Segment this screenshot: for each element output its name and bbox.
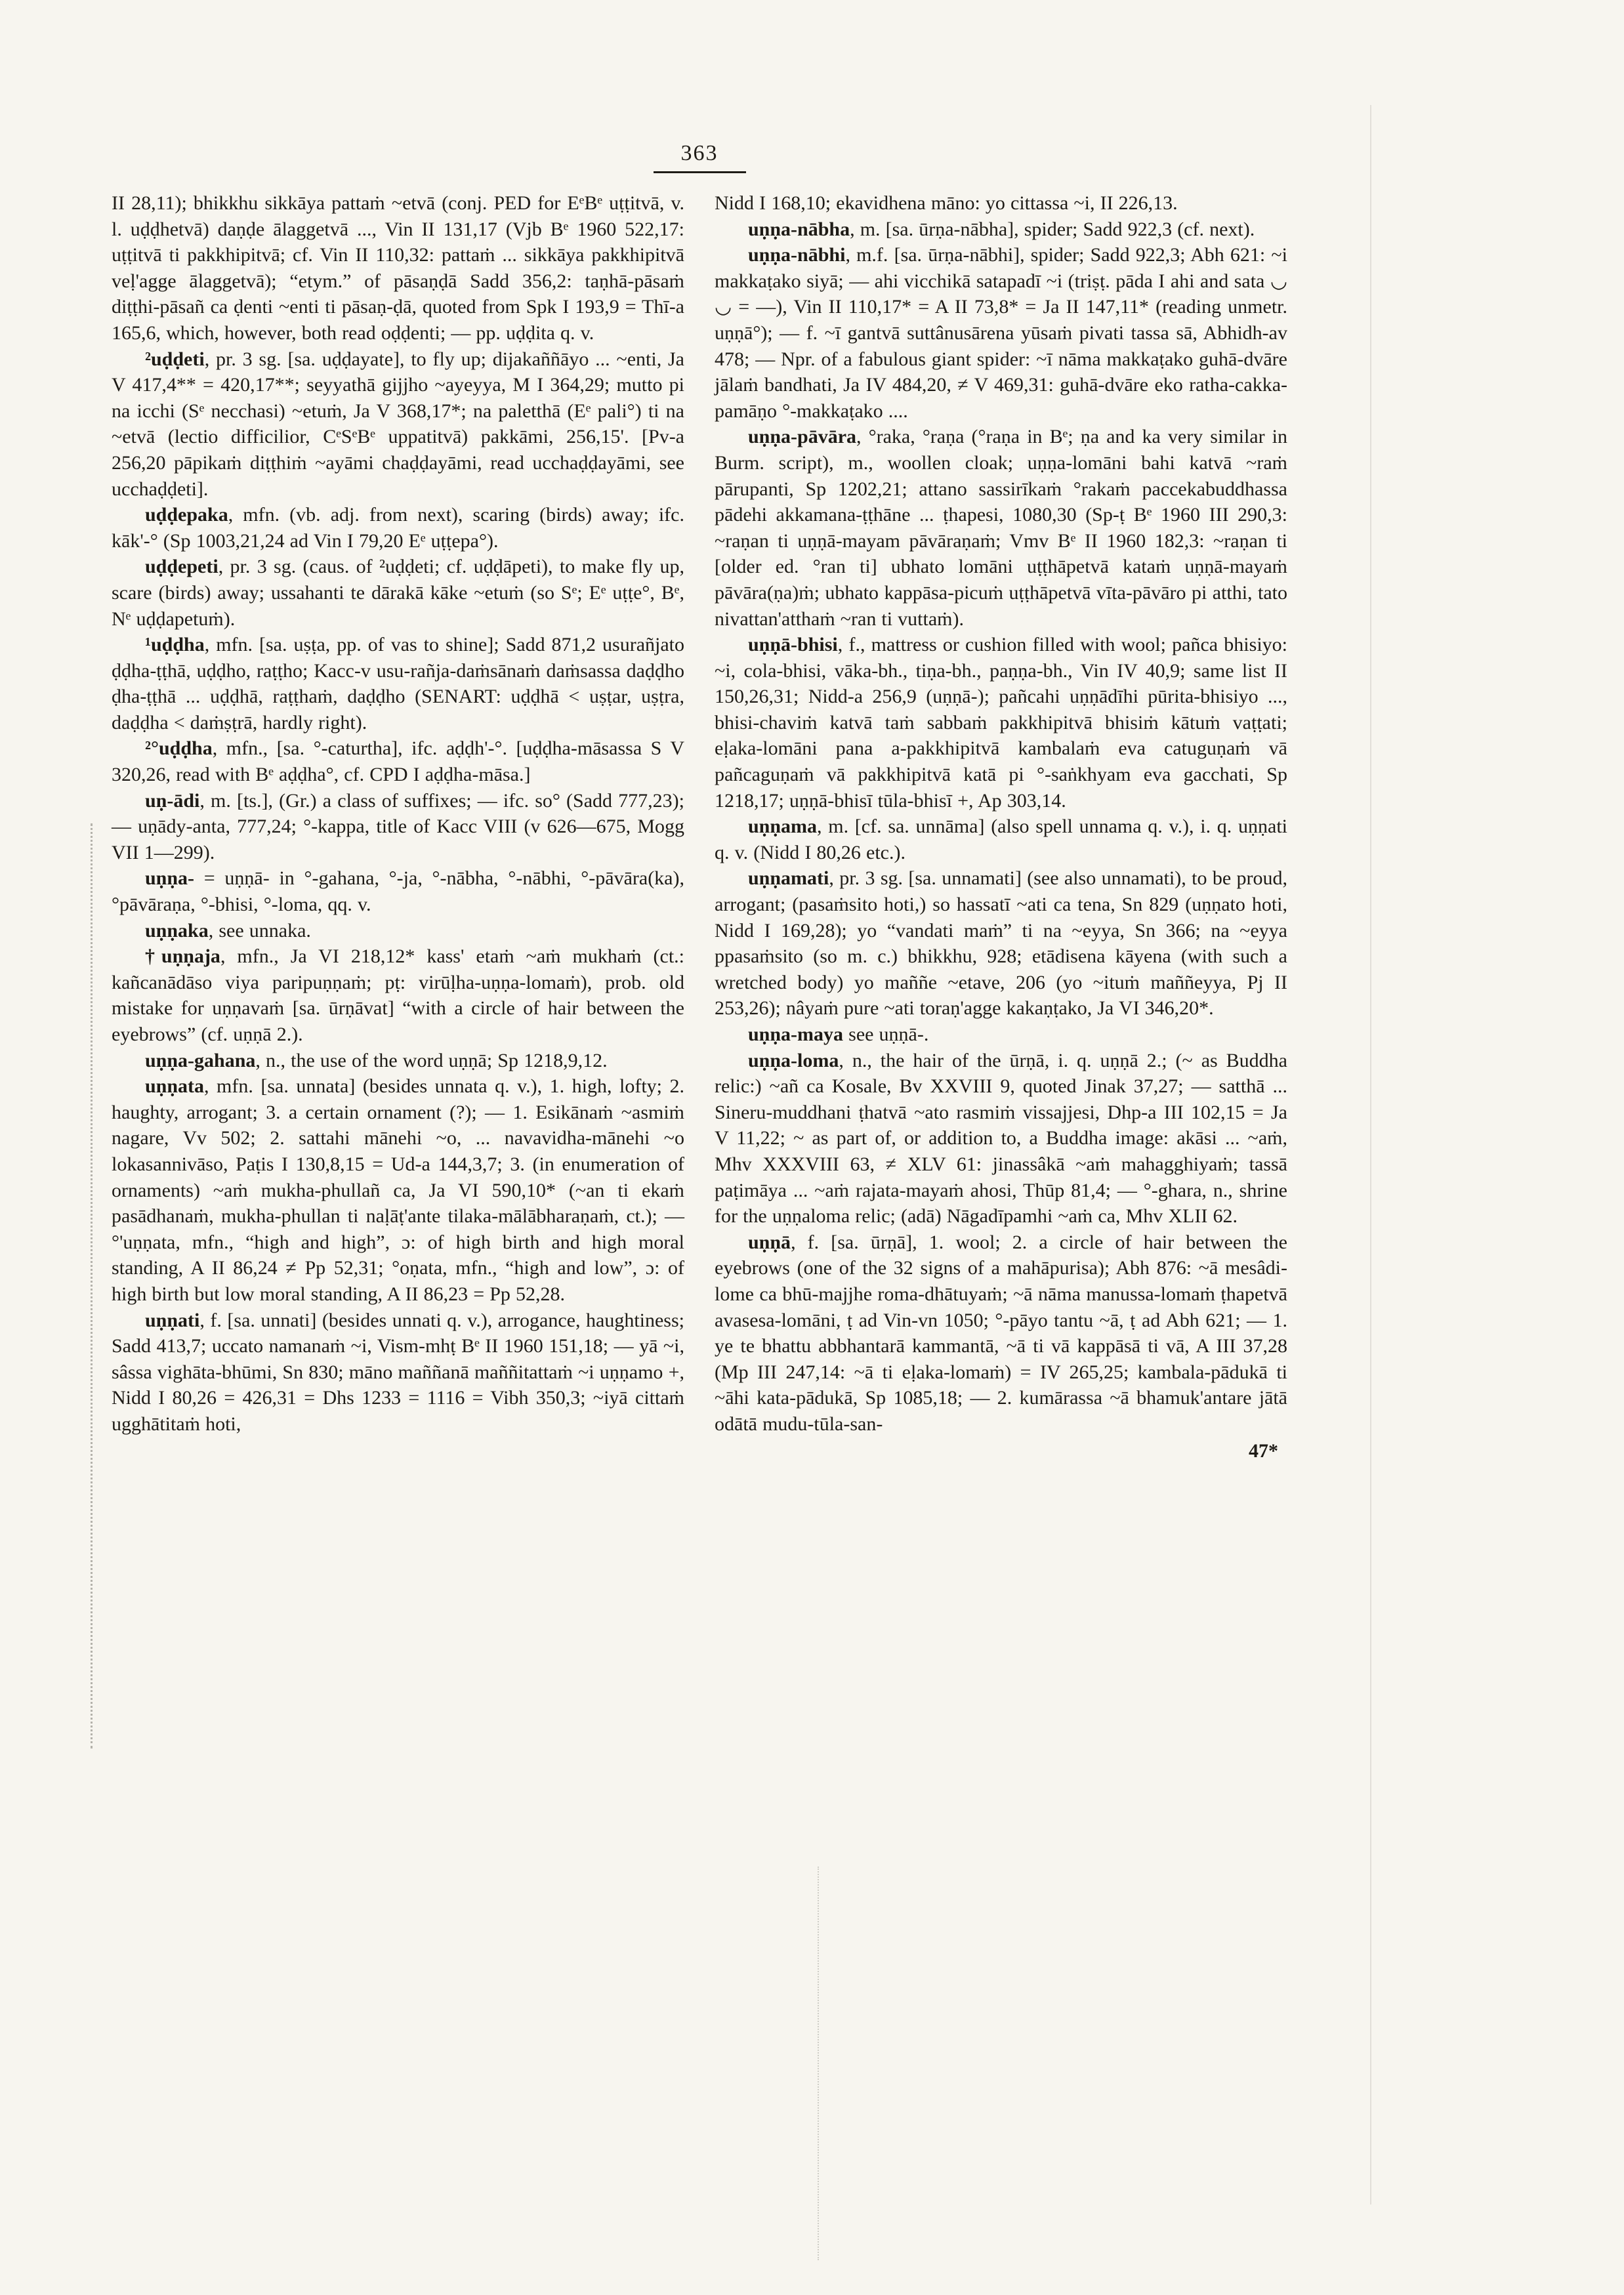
headword: uṇṇa-nābha	[748, 218, 850, 240]
scan-artifact-dotted-line-left	[91, 823, 93, 1748]
entry-paragraph: uṇṇama, m. [cf. sa. unnāma] (also spell unnama q. v.), i. q. uṇṇati q. v. (Nidd I 80,26 etc.).	[715, 816, 1287, 863]
entry-paragraph: uṇṇa-gahana, n., the use of the word uṇṇā; Sp 1218,9,12.	[145, 1049, 608, 1071]
headword: uṇṇaka	[145, 919, 209, 941]
headword: ²°uḍḍha	[145, 737, 213, 760]
continuation-paragraph: II 28,11); bhikkhu sikkāya pattaṁ ~etvā (conj. PED for EᵉBᵉ uṭṭitvā, v. l. uḍḍhetvā) daṇḍe ālaggetvā ..., Vin II 131,17 (Vjb Bᵉ 1960 522,17: uṭṭitvā ti pakkhipitvā; cf. Vin II 110,32: pattaṁ ... sikkāya pakkhipitvā veḷ'agge ālaggetvā); “etym.” of pāsaṇḍā Sadd 356,2: taṇhā-pāsaṁ diṭṭhi-pāsañ ca ḍenti ~enti ti pāsaṇ-ḍā, quoted from Spk I 193,9 = Thī-a 165,6, which, however, both read oḍḍenti; — pp. uḍḍita q. v.	[112, 192, 684, 344]
entry-paragraph: uṇṇa-nābhi, m.f. [sa. ūrṇa-nābhi], spider; Sadd 922,3; Abh 621: ~i makkaṭako siyā; — ahi vicchikā satapadī ~i (triṣṭ. pāda I ahi and sata ◡ ◡ = —), Vin II 110,17* = A II 73,8* = Ja II 147,11* (reading unmetr. uṇṇā°); — f. ~ī gantvā suttânusārena yūsaṁ pivati tassa sā, Abhidh-av 478; — Npr. of a fabulous giant spider: ~ī nāma makkaṭako guhā-dvāre jālaṁ bandhati, Ja IV 484,20, ≠ V 469,31: guhā-dvāre eko ratha-cakka-pamāṇo °-makkaṭako ....	[715, 244, 1287, 422]
entry-paragraph: uṇṇā, f. [sa. ūrṇā], 1. wool; 2. a circle of hair between the eyebrows (one of the 32 signs of a mahāpurisa); Abh 876: ~ā mesâdi-lome ca bhū-majjhe roma-dhātuyaṁ; ~ā nāma manussa-lomaṁ ṭhapetvā avasesa-lomāni, ṭ ad Vin-vn 1050; °-pāyo tantu ~ā, ṭ ad Abh 621; — 1. ye te bhattu abbhantarā kammantā, ~ā ti vā kappāsā ti vā, A III 37,28 (Mp III 247,14: ~ā ti eḷaka-lomaṁ) = IV 265,25; kambala-pādukā ti ~āhi kata-pādukā, Sp 1085,18; — 2. kumārassa ~ā bhamuk'antare jātā odātā mudu-tūla-san-	[715, 1231, 1287, 1435]
right-column-entries	[715, 190, 1287, 1437]
scan-artifact-fold-line-right	[1370, 105, 1371, 2204]
left-column-entries	[112, 190, 684, 1437]
headword: uṇṇa-loma	[748, 1049, 839, 1071]
two-column-text	[112, 190, 1287, 1462]
headword: uṇṇama	[748, 816, 818, 838]
entry-paragraph: uṇṇa-loma, n., the hair of the ūrṇā, i. q. uṇṇā 2.; (~ as Buddha relic:) ~añ ca Kosale, Bv XXVIII 9, quoted Jinak 37,27; — satthā ... Sineru-muddhani ṭhatvā ~ato rasmiṁ vissajjesi, Dhp-a III 102,15 = Ja V 11,22; ~ as part of, or addition to, a Buddha image: akāsi ... ~aṁ, Mhv XXXVIII 63, ≠ XLV 61: jinassâkā ~aṁ mahagghiyaṁ; tassā paṭimāya ... ~aṁ rajata-mayaṁ ahosi, Thūp 81,4; — °-ghara, n., shrine for the uṇṇaloma relic; (adā) Nāgadīpamhi ~aṁ ca, Mhv XLII 62.	[715, 1049, 1287, 1228]
headword: uṇṇa-pāvāra	[748, 426, 857, 448]
headword: uṇṇā	[748, 1231, 791, 1253]
page-number: 363	[654, 141, 746, 173]
entry-paragraph: uṇṇa-pāvāra, °raka, °raṇa (°raṇa in Bᵉ; ṇa and ka very similar in Burm. script), m., woollen cloak; uṇṇa-lomāni bahi katvā ~raṁ pārupanti, Sp 1202,21; attano sassirīkaṁ °rakaṁ paccekabuddhassa pādehi akkamana-ṭṭhāne ... ṭhapesi, 1080,30 (Sp-ṭ Bᵉ 1960 III 290,3: ~raṇan ti uṇṇā-mayam pāvāraṇaṁ; Vmv Bᵉ II 1960 182,3: ~raṇan ti [older ed. °ran ti] ubhato lomāni uṭṭhāpetvā kataṁ uṇṇā-mayaṁ pāvāra(ṇa)ṁ; ubhato kappāsa-picuṁ uṭṭhāpetvā vīta-pāvāro pi atthi, tato nivattan'atthaṁ ~ran ti vuttaṁ).	[715, 426, 1287, 630]
headword: uḍḍepaka	[145, 504, 228, 526]
entry-paragraph: uṇṇati, f. [sa. unnati] (besides unnati q. v.), arrogance, haughtiness; Sadd 413,7; uccato namanaṁ ~i, Vism-mhṭ Bᵉ II 1960 151,18; — yā ~i, sâssa vighāta-bhūmi, Sn 830; māno maññanā maññitattaṁ ~i uṇṇamo +, Nidd I 80,26 = 426,31 = Dhs 1233 = 1116 = Vibh 350,3; ~iyā cittaṁ ugghātitaṁ hoti,	[112, 1309, 684, 1435]
headword: uṇṇā-bhisi	[748, 634, 838, 656]
signature-mark: 47*	[1249, 1439, 1278, 1462]
scan-artifact-dotted-line-bottom	[818, 1867, 819, 2260]
headword: uṇṇati	[145, 1309, 200, 1331]
right-column	[715, 190, 1287, 1462]
entry-paragraph: uṇṇa-maya see uṇṇā-.	[748, 1023, 929, 1045]
entry-paragraph: ²°uḍḍha, mfn., [sa. °-caturtha], ifc. aḍḍh'-°. [uḍḍha-māsassa S V 320,26, read with Bᵉ aḍḍha°, cf. CPD I aḍḍha-māsa.]	[112, 737, 684, 786]
entry-paragraph: uṇṇa-nābha, m. [sa. ūrṇa-nābha], spider; Sadd 922,3 (cf. next).	[748, 218, 1255, 240]
entry-paragraph: †uṇṇaja, mfn., Ja VI 218,12* kass' etaṁ ~aṁ mukhaṁ (ct.: kañcanādāso viya paripuṇṇaṁ; pṭ: virūḷha-uṇṇa-lomaṁ), prob. old mistake for uṇṇavaṁ [sa. ūrṇāvat] “with a circle of hair between the eyebrows” (cf. uṇṇā 2.).	[112, 945, 684, 1045]
headword: uṇṇa-	[145, 867, 195, 890]
entry-paragraph: uḍḍepeti, pr. 3 sg. (caus. of ²uḍḍeti; cf. uḍḍāpeti), to make fly up, scare (birds) away; ussahanti te dārakā kāke ~etuṁ (so Sᵉ; Eᵉ uṭṭe°, Bᵉ, Nᵉ uḍḍapetuṁ).	[112, 556, 684, 630]
entry-paragraph: uṇṇaka, see unnaka.	[145, 919, 311, 941]
entry-paragraph: uṇṇa- = uṇṇā- in °-gahana, °-ja, °-nābha, °-nābhi, °-pāvāra(ka), °pāvāraṇa, °-bhisi, °-loma, qq. v.	[112, 867, 684, 916]
headword: ²uḍḍeti	[145, 348, 205, 370]
entry-paragraph: ¹uḍḍha, mfn. [sa. uṣṭa, pp. of vas to shine]; Sadd 871,2 usurañjato ḍḍha-ṭṭhā, uḍḍho, raṭṭho; Kacc-v usu-rañja-daṁsānaṁ daṁsassa daḍḍho ḍha-ṭṭhā ... uḍḍhā, raṭṭhaṁ, daḍḍho (SENART: uḍḍhā < uṣṭar, uṣṭra, daḍḍha < daṁṣṭrā, hardly right).	[112, 634, 684, 734]
left-column	[112, 190, 684, 1462]
headword: †uṇṇaja	[145, 945, 220, 968]
continuation-paragraph: Nidd I 168,10; ekavidhena māno: yo cittassa ~i, II 226,13.	[715, 192, 1178, 214]
page-header	[112, 141, 1287, 173]
headword: uṇṇamati	[748, 867, 829, 890]
entry-paragraph: ²uḍḍeti, pr. 3 sg. [sa. uḍḍayate], to fly up; dijakaññāyo ... ~enti, Ja V 417,4** = 420,17**; seyyathā gijjho ~ayeyya, M I 364,29; mutto pi na icchi (Sᵉ necchasi) ~etuṁ, Ja V 368,17*; na paletthā (Eᵉ pali°) ti na ~etvā (lectio difficilior, CᵉSᵉBᵉ uppatitvā) pakkāmi, 256,15'. [Pv-a 256,20 pāpikaṁ diṭṭhiṁ ~ayāmi chaḍḍayāmi, read ucchaḍḍayāmi, see ucchaḍḍeti].	[112, 348, 684, 500]
entry-paragraph: uṇṇata, mfn. [sa. unnata] (besides unnata q. v.), 1. high, lofty; 2. haughty, arrogant; 3. a certain ornament (?); — 1. Esikānaṁ ~asmiṁ nagare, Vv 502; 2. sattahi mānehi ~o, ... navavidha-mānehi ~o lokasannivāso, Paṭis I 130,8,15 = Ud-a 144,3,7; 3. (in enumeration of ornaments) ~aṁ mukha-phullañ ca, Ja VI 590,10* (~an ti ekaṁ pasādhanaṁ, mukha-phullan ti naḷāṭ'ante tilaka-mālābharaṇaṁ, ct.); — °'uṇṇata, mfn., “high and high”, ɔ: of high birth and high moral standing, A II 86,24 ≠ Pp 52,31; °oṇata, mfn., “high and low”, ɔ: of high birth but low moral standing, A II 86,23 = Pp 52,28.	[112, 1075, 684, 1305]
entry-paragraph: uṇ-ādi, m. [ts.], (Gr.) a class of suffixes; — ifc. so° (Sadd 777,23); — uṇādy-anta, 777,24; °-kappa, title of Kacc VIII (v 626—675, Mogg VII 1—299).	[112, 789, 684, 863]
headword: ¹uḍḍha	[145, 634, 205, 656]
text-block	[112, 141, 1287, 1462]
entry-paragraph: uṇṇā-bhisi, f., mattress or cushion filled with wool; pañca bhisiyo: ~i, cola-bhisi, vāka-bh., tiṇa-bh., paṇṇa-bh., Vin IV 40,9; same list II 150,26,31; Nidd-a 256,9 (uṇṇā-); pañcahi uṇṇādīhi pūrita-bhisiyo ..., bhisi-chaviṁ katvā taṁ sabbaṁ pakkhipitvā bhisiṁ kātuṁ vaṭṭati; eḷaka-lomāni pana a-pakkhipitvā kambalaṁ eva catuguṇaṁ vā pañcaguṇaṁ vā pakkhipitvā katā pi °-saṅkhyam eva gacchati, Sp 1218,17; uṇṇā-bhisī tūla-bhisī +, Ap 303,14.	[715, 634, 1287, 812]
headword: uḍḍepeti	[145, 556, 219, 578]
headword: uṇṇa-gahana	[145, 1049, 256, 1071]
headword: uṇ-ādi	[145, 789, 200, 812]
entry-paragraph: uḍḍepaka, mfn. (vb. adj. from next), scaring (birds) away; ifc. kāk'-° (Sp 1003,21,24 ad Vin I 79,20 Eᵉ uṭṭepa°).	[112, 504, 684, 552]
headword: uṇṇa-maya	[748, 1023, 844, 1045]
entry-paragraph: uṇṇamati, pr. 3 sg. [sa. unnamati] (see also unnamati), to be proud, arrogant; (pasaṁsito hoti,) so hassatī ~ati ca tena, Sn 829 (uṇṇato hoti, Nidd I 169,28); yo “vandati maṁ” ti na ~eyya, Sn 366; na ~eyya ppasaṁsito (so m. c.) bhikkhu, 928; etādisena kāyena (with such a wretched body) yo maññe ~etave, 206 (yo ~ituṁ maññeyya, Pj II 253,26); nâyaṁ pure ~ati toraṇ'agge kakaṇṭako, Ja VI 346,20*.	[715, 867, 1287, 1020]
headword: uṇṇata	[145, 1075, 205, 1098]
headword: uṇṇa-nābhi	[748, 244, 846, 266]
